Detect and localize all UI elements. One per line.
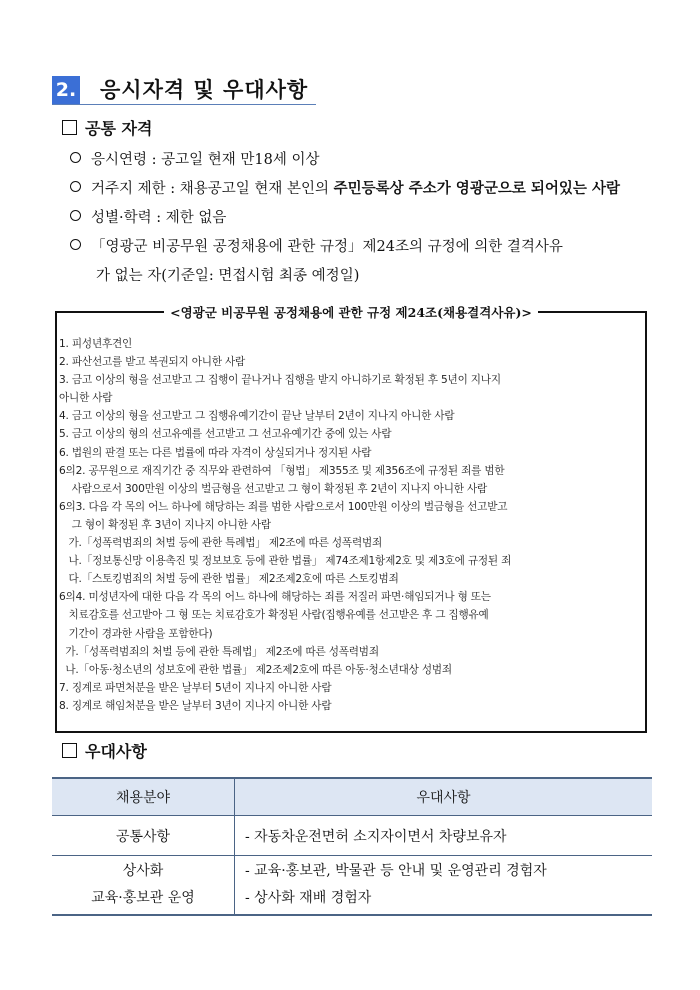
circle-bullet-icon bbox=[70, 210, 81, 221]
table-row bbox=[52, 816, 652, 856]
column-header-preference: 우대사항 bbox=[235, 778, 653, 816]
regulation-line: 7. 징계로 파면처분을 받은 날부터 5년이 지나지 아니한 사람 bbox=[59, 681, 332, 694]
regulation-line: 6의4. 미성년자에 대한 다음 각 목의 어느 하나에 해당하는 죄를 저질러 파면·해임되거나 형 또는 bbox=[59, 591, 491, 604]
regulation-line: 나.「정보통신망 이용촉진 및 정보보호 등에 관한 법률」 제74조제1항제2호 및 제3호에 규정된 죄 bbox=[59, 555, 512, 568]
bullet-continuation: 가 없는 자(기준일: 면접시험 최종 예정일) bbox=[96, 268, 360, 284]
square-bullet-icon bbox=[62, 120, 77, 135]
field-line: 교육·홍보관 운영 bbox=[91, 890, 195, 906]
preference-line: - 상사화 재배 경험자 bbox=[245, 890, 372, 906]
regulation-line: 5. 금고 이상의 형의 선고유예를 선고받고 그 선고유예기간 중에 있는 사람 bbox=[59, 428, 392, 441]
regulation-line: 기간이 경과한 사람을 포함한다) bbox=[59, 627, 213, 640]
regulation-box bbox=[55, 305, 647, 733]
bullet-text: 거주지 제한 : 채용공고일 현재 본인의 bbox=[91, 181, 334, 197]
regulation-title bbox=[57, 302, 645, 321]
regulation-line: 8. 징계로 해임처분을 받은 날부터 3년이 지나지 아니한 사람 bbox=[59, 699, 332, 712]
regulation-line: 나.「아동·청소년의 성보호에 관한 법률」 제2조제2호에 따른 아동·청소년대상 성범죄 bbox=[59, 663, 452, 676]
regulation-line: 6의2. 공무원으로 재직기간 중 직무와 관련하여 「형법」 제355조 및 제356조에 규정된 죄를 범한 bbox=[59, 464, 505, 477]
regulation-line: 4. 금고 이상의 형을 선고받고 그 집행유예기간이 끝난 날부터 2년이 지나지 아니한 사람 bbox=[59, 410, 455, 423]
regulation-line: 사람으로서 300만원 이상의 벌금형을 선고받고 그 형이 확정된 후 2년이 지나지 아니한 사람 bbox=[59, 482, 488, 495]
bullet-gender-education bbox=[70, 208, 226, 228]
regulation-title-text: <영광군 비공무원 공정채용에 관한 규정 제24조(채용결격사유)> bbox=[164, 305, 538, 320]
regulation-line: 1. 피성년후견인 bbox=[59, 338, 133, 350]
section-number: 2. bbox=[52, 76, 80, 104]
regulation-line: 3. 금고 이상의 형을 선고받고 그 집행이 끝나거나 집행을 받지 아니하기로 확정된 후 5년이 지나지 bbox=[59, 374, 501, 387]
regulation-line: 그 형이 확정된 후 3년이 지나지 아니한 사람 bbox=[59, 518, 271, 531]
regulation-line: 6. 법원의 판결 또는 다른 법률에 따라 자격이 상실되거나 정지된 사람 bbox=[59, 446, 372, 459]
preference-cell: - 자동차운전면허 소지자이면서 차량보유자 bbox=[235, 816, 653, 856]
regulation-line: 치료감호를 선고받아 그 형 또는 치료감호가 확정된 사람(집행유예를 선고받은 후 그 집행유예 bbox=[59, 609, 489, 622]
column-header-field: 채용분야 bbox=[52, 778, 235, 816]
circle-bullet-icon bbox=[70, 152, 81, 163]
bullet-residence bbox=[70, 179, 620, 199]
preferences-heading bbox=[62, 741, 147, 763]
heading-text: 우대사항 bbox=[85, 742, 147, 761]
bullet-age bbox=[70, 150, 319, 170]
preference-line: - 교육·홍보관, 박물관 등 안내 및 운영관리 경험자 bbox=[245, 863, 547, 879]
regulation-line: 아니한 사람 bbox=[59, 392, 113, 405]
heading-text: 공통 자격 bbox=[85, 119, 153, 138]
regulation-line: 다.「스토킹범죄의 처벌 등에 관한 법률」 제2조제2호에 따른 스토킹범죄 bbox=[59, 573, 399, 586]
preferences-table bbox=[52, 777, 652, 916]
regulation-line: 가.「성폭력범죄의 처벌 등에 관한 특례법」 제2조에 따른 성폭력범죄 bbox=[59, 645, 379, 658]
table-row bbox=[52, 856, 652, 916]
bullet-bold-text: 주민등록상 주소가 영광군으로 되어있는 사람 bbox=[333, 181, 620, 197]
square-bullet-icon bbox=[62, 743, 77, 758]
circle-bullet-icon bbox=[70, 181, 81, 192]
regulation-line: 6의3. 다음 각 목의 어느 하나에 해당하는 죄를 범한 사람으로서 100만원 이상의 벌금형을 선고받고 bbox=[59, 500, 508, 513]
preference-cell bbox=[235, 856, 653, 916]
bullet-disqualification bbox=[70, 237, 563, 257]
bullet-text: 성별·학력 : 제한 없음 bbox=[91, 210, 227, 226]
regulation-line: 2. 파산선고를 받고 복권되지 아니한 사람 bbox=[59, 356, 246, 369]
field-line: 상사화 bbox=[122, 863, 164, 879]
field-cell bbox=[52, 856, 235, 916]
circle-bullet-icon bbox=[70, 239, 81, 250]
field-cell: 공통사항 bbox=[52, 816, 235, 856]
bullet-text: 응시연령 : 공고일 현재 만18세 이상 bbox=[91, 152, 320, 168]
common-qualifications-heading bbox=[62, 118, 152, 140]
bullet-text: 「영광군 비공무원 공정채용에 관한 규정」제24조의 규정에 의한 결격사유 bbox=[91, 239, 563, 255]
regulation-line: 가.「성폭력범죄의 처벌 등에 관한 특례법」 제2조에 따른 성폭력범죄 bbox=[59, 537, 383, 550]
section-heading bbox=[52, 76, 316, 105]
section-title: 응시자격 및 우대사항 bbox=[100, 78, 309, 102]
regulation-lines bbox=[59, 335, 643, 715]
table-header-row bbox=[52, 778, 652, 816]
